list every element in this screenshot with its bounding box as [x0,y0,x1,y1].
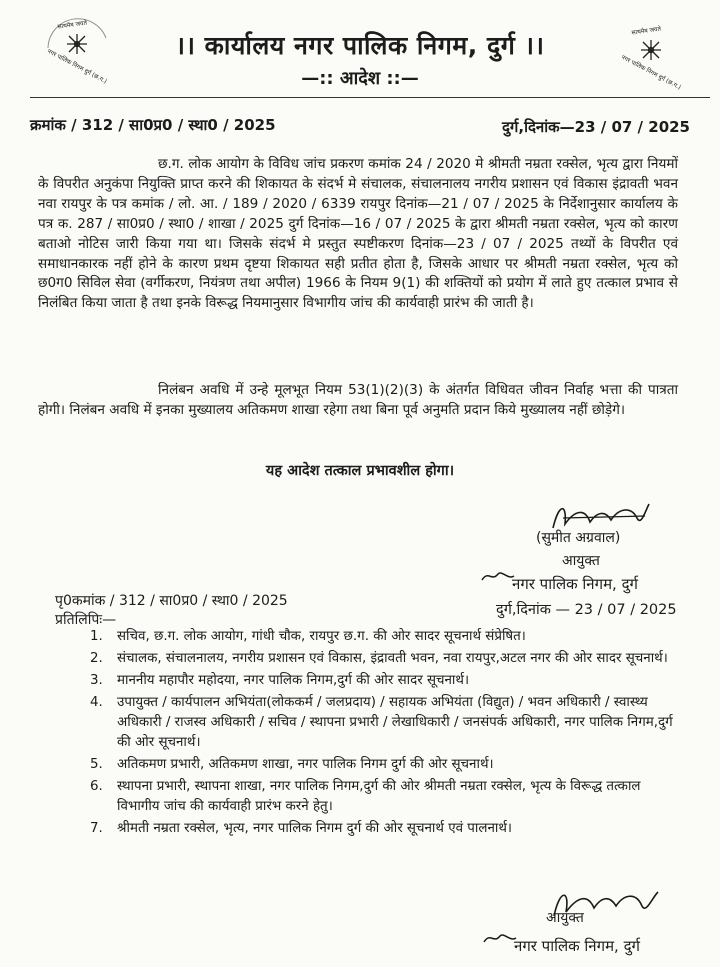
list-item: 7. श्रीमती नम्रता रक्सेल, भृत्य, नगर पालिक निगम दुर्ग की ओर सूचनार्थ एवं पालनार्थ। [90,821,512,836]
signatory-designation-2: आयुक्त [546,910,584,926]
order-date: दुर्ग,दिनांक—23 / 07 / 2025 [501,118,690,136]
svg-text:नगर पालिक निगम दुर्ग (छ.ग.): नगर पालिक निगम दुर्ग (छ.ग.) [45,47,108,86]
list-item: 1. सचिव, छ.ग. लोक आयोग, गांधी चौक, रायपुर छ.ग. की ओर सादर सूचनार्थ संप्रेषित। [90,629,526,644]
svg-text:सत्यमेव जयते: सत्यमेव जयते [631,25,662,37]
signatory-designation: आयुक्त [562,553,600,569]
endorsement-date: दुर्ग,दिनांक — 23 / 07 / 2025 [496,602,677,618]
svg-text:सत्यमेव जयते: सत्यमेव जयते [57,19,88,31]
copy-to-list [90,627,675,841]
list-item: 2. संचालक, संचालनालय, नगरीय प्रशासन एवं विकास, इंद्रावती भवन, नवा रायपुर,अटल नगर की ओर सादर सूचनार्थ। [90,651,668,666]
order-paragraph-1 [38,155,678,314]
signatory-office: नगर पालिक निगम, दुर्ग [512,575,638,593]
order-paragraph-2-text: निलंबन अवधि में उन्हे मूलभूत नियम 53(1)(2)(3) के अंतर्गत विधिवत जीवन निर्वाह भत्ता की पात्रता होगी। निलंबन अवधि में इनका मुख्यालय अतिकमण शाखा रहेगा तथा बिना पूर्व अनुमति प्रदान किये मुख्यालय नहीं छोड़ेगे। [38,382,678,418]
order-heading: —:: आदेश ::— [301,68,419,89]
order-paragraph-1-text: छ.ग. लोक आयोग के विविध जांच प्रकरण कमांक 24 / 2020 मे श्रीमती नम्रता रक्सेल, भृत्य द्वारा नियमों के विपरीत अनुकंपा नियुक्ति प्राप्त करने की शिकायत के संदर्भ मे संचालक, संचालनालय नगरीय प्रशासन एवं विकास इंद्रावती भवन नवा रायपुर के पत्र कमांक / लो. आ. / 189 / 2020 / 6339 रायपुर दिनांक—21 / 07 / 2025 के निर्देशानुसार कार्यालय के पत्र क. 287 / सा0प्र0 / स्था0 / शाखा / 2025 दुर्ग दिनांक—16 / 07 / 2025 के द्वारा श्रीमती नम्रता रक्सेल, भृत्य को कारण बताओ नोटिस जारी किया गया था। जिसके संदर्भ मे प्रस्तुत स्पष्टीकरण दिनांक—23 / 07 / 2025 तथ्यों के विपरीत एवं समाधानकारक नहीं होने के कारण प्रथम दृष्टया शिकायत सही प्रतीत होता है, जिसके आधार पर श्रीमती नम्रता रक्सेल, भृत्य को छ0ग0 सिविल सेवा (वर्गीकरण, नियंत्रण तथा अपील) 1966 के नियम 9(1) की शक्तियों को प्रयोग में लाते हुए तत्काल प्रभाव से निलंबित किया जाता है तथा इनके विरूद्ध नियमानुसार विभागीय जांच की कार्यवाही प्रारंभ की जाती है। [38,156,678,312]
initials-mark-2 [482,930,518,948]
copy-to-label: प्रतिलिपिः— [55,612,117,628]
header-divider [30,97,710,98]
office-title: ।। कार्यालय नगर पालिक निगम, दुर्ग ।। [175,31,545,60]
initials-mark [480,568,516,586]
svg-text:नगर पालिक निगम दुर्ग (छ.ग.): नगर पालिक निगम दुर्ग (छ.ग.) [619,53,682,92]
signatory-office-2: नगर पालिक निगम, दुर्ग [514,937,640,955]
list-item: 6. स्थापना प्रभारी, स्थापना शाखा, नगर पालिक निगम,दुर्ग की ओर श्रीमती नम्रता रक्सेल, भृत्य के विरूद्ध तत्काल विभागीय जांच की कार्यवाही प्रारंभ करने हेतु। [90,779,641,814]
signatory-name: (सुमीत अग्रवाल) [536,530,621,546]
endorsement-reference-number: पृ0कमांक / 312 / सा0प्र0 / स्था0 / 2025 [55,593,288,609]
list-item: 4. उपायुक्त / कार्यपालन अभियंता(लोककर्म / जलप्रदाय) / सहायक अभियंता (विद्युत) / भवन अधिकारी / स्वास्थ्य अधिकारी / राजस्व अधिकारी / सचिव / स्थापना प्रभारी / लेखाधिकारी / जनसंपर्क अधिकारी, नगर पालिक निगम,दुर्ग की ओर सूचनार्थ। [90,695,673,750]
list-item: 3. माननीय महापौर महोदया, नगर पालिक निगम,दुर्ग की ओर सादर सूचनार्थ। [90,673,470,688]
order-paragraph-2 [38,381,678,421]
order-reference-number: क्रमांक / 312 / सा0प्र0 / स्था0 / 2025 [30,116,276,134]
list-item: 5. अतिकमण प्रभारी, अतिकमण शाखा, नगर पालिक निगम दुर्ग की ओर सूचनार्थ। [90,757,494,772]
effective-statement: यह आदेश तत्काल प्रभावशील होगा। [265,463,455,479]
